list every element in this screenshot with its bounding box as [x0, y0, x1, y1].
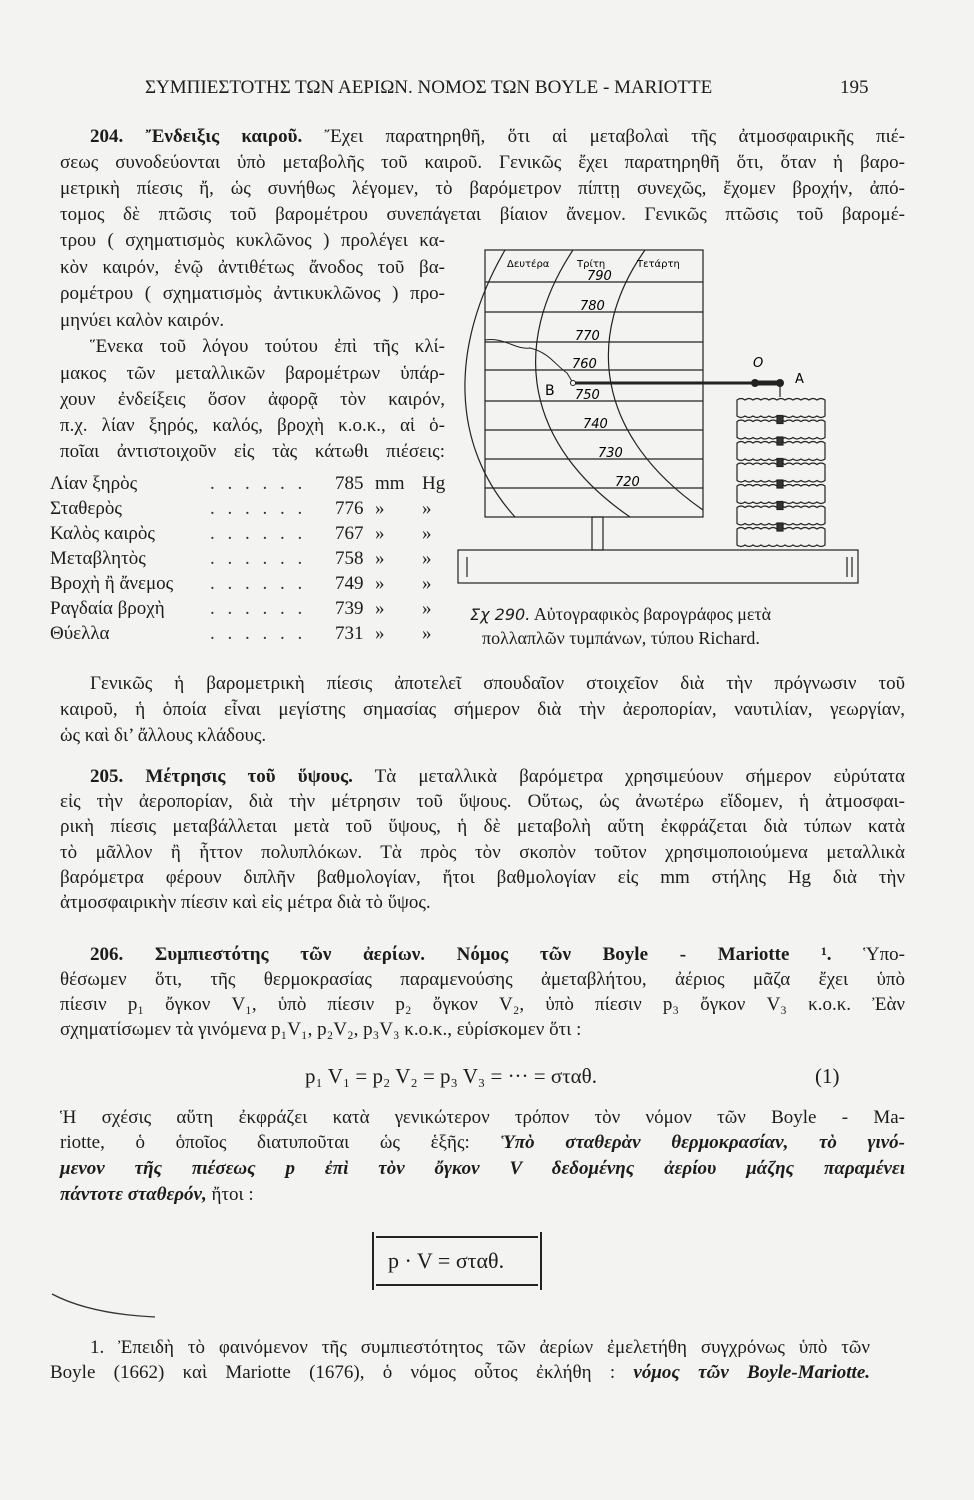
footnote-line: 1. Ἐπειδὴ τὸ φαινόμενον τῆς συμπιεστότητος τῶν ἀερίων ἐμελετήθη συγχρόνως ὑπὸ τῶν: [90, 1337, 870, 1358]
boxed-equation: p · V = σταθ.: [388, 1248, 505, 1273]
body-text: ἤτοι :: [206, 1184, 254, 1205]
label-b: B: [545, 383, 555, 399]
unit: »: [375, 598, 385, 619]
unit: »: [422, 498, 432, 519]
boxed-law: [372, 1232, 542, 1290]
s206-line: [90, 943, 905, 967]
law-line: [60, 1157, 905, 1181]
unit: Hg: [422, 473, 446, 494]
s205-line: ἀτμοσφαιρικὴν πίεσιν καὶ εἰς μέτρα διὰ τὸ ὕψος.: [60, 892, 431, 913]
section-heading: 204. Ἔνδειξις καιροῦ.: [90, 126, 303, 147]
unit: »: [375, 573, 385, 594]
equation-number: (1): [815, 1064, 840, 1088]
s205-line: εἰς τὴν ἀεροπορίαν, διὰ τὴν μέτρησιν τοῦ ὕψους. Οὕτως, ὡς ἀνωτέρω εἴδομεν, ἡ ἀτμοσφαι-: [60, 791, 905, 812]
day-arc: [608, 250, 703, 510]
leader-dots: . . . . . .: [210, 573, 307, 594]
table-row: [50, 547, 450, 571]
s204-line: ρομέτρου ( σχηματισμὸς ἀντικυκλῶνος ) προ-: [60, 283, 445, 304]
barograph-figure: [455, 245, 865, 590]
s204-line: μετρικὴ πίεσις ἤ, ὡς συνήθως λέγομεν, τὸ βαρόμετρον πίπτῃ συνεχῶς, ἔχομεν βροχήν, ἀπό-: [60, 178, 905, 199]
s204-line: μηνύει καλὸν καιρόν.: [60, 310, 225, 331]
pressure-value: 785: [335, 473, 364, 494]
equation-1: p₁ V₁ = p₂ V₂ = p₃ V₃ = ··· = σταθ.: [305, 1064, 597, 1088]
scale-label: 720: [615, 475, 640, 490]
leader-dots: . . . . . .: [210, 473, 307, 494]
pressure-scale: [572, 269, 640, 490]
pressure-value: 749: [335, 573, 364, 594]
label-o: O: [753, 356, 764, 371]
caption-text: πολλαπλῶν τυμπάνων, τύπου Richard.: [482, 628, 760, 648]
scale-label: 750: [575, 388, 600, 403]
footnote-rule: [50, 1292, 160, 1322]
pen-point-b: [571, 381, 576, 386]
leader-dots: . . . . . .: [210, 598, 307, 619]
leader-dots: . . . . . .: [210, 623, 307, 644]
table-row: [50, 497, 450, 521]
s204-line: σεως συνοδεύονται ὑπὸ μεταβολῆς τοῦ καιροῦ. Γενικῶς ἔχει παρατηρηθῆ ὅτι, ὅταν ἡ βαρο-: [60, 152, 905, 173]
unit: »: [375, 623, 385, 644]
general-line: καιροῦ, ἡ ὁποία εἶναι μεγίστης σημασίας σήμερον διὰ τὴν ἀεροπορίαν, ναυτιλίαν, γεωργίαν,: [60, 699, 905, 720]
section-heading: 205. Μέτρησις τοῦ ὕψους.: [90, 766, 353, 787]
unit: mm: [375, 473, 405, 494]
s204-line: π.χ. λίαν ξηρός, καλός, βροχὴ κ.ο.κ., αἱ ὁ-: [60, 415, 445, 436]
pressure-value: 767: [335, 523, 364, 544]
s206-line: σχηματίσωμεν τὰ γινόμενα p₁V₁, p₂V₂, p₃V₃ κ.ο.κ., εὑρίσκομεν ὅτι :: [60, 1019, 582, 1040]
figure-caption: [470, 603, 771, 626]
scale-label: 780: [580, 299, 605, 314]
day-arc: [465, 250, 515, 517]
label-a: A: [795, 372, 804, 387]
s204-line: τρου ( σχηματισμὸς κυκλῶνος ) προλέγει κα-: [60, 230, 445, 251]
weather-label: Σταθερὸς: [50, 498, 122, 519]
pivot-a: [776, 379, 784, 387]
body-text: riotte, ὁ ὁποῖος διατυποῦται ὡς ἑξῆς:: [60, 1132, 501, 1153]
page-number: 195: [840, 77, 869, 98]
pressure-value: 731: [335, 623, 364, 644]
section-heading: 206. Συμπιεστότης τῶν ἀερίων. Νόμος τῶν Boyle - Mariotte ¹.: [90, 944, 832, 965]
pressure-value: 739: [335, 598, 364, 619]
s205-line: βαρόμετρα φέρουν διπλῆν βαθμολογίαν, ἤτοι βαθμολογίαν εἰς mm στήλης Hg διὰ τὴν: [60, 867, 905, 888]
body-text: Τὰ μεταλλικὰ βαρόμετρα χρησιμεύουν σήμερον εὐρύτατα: [352, 766, 905, 787]
leader-dots: . . . . . .: [210, 523, 307, 544]
running-header: ΣΥΜΠΙΕΣΤΟΤΗΣ ΤΩΝ ΑΕΡΙΩΝ. ΝΟΜΟΣ ΤΩΝ BOYLE - MARIOTTE: [145, 77, 713, 98]
s204-line: [90, 125, 905, 149]
weather-label: Λίαν ξηρὸς: [50, 473, 138, 494]
table-row: [50, 572, 450, 596]
body-text: Ἔχει παρατηρηθῆ, ὅτι αἱ μεταβολαὶ τῆς ἀτμοσφαιρικῆς πιέ-: [302, 126, 906, 147]
leader-dots: . . . . . .: [210, 548, 307, 569]
day-label: Τετάρτη: [637, 259, 680, 270]
law-line: Ἡ σχέσις αὕτη ἐκφράζει κατὰ γενικώτερον τρόπον τὸν νόμον τῶν Boyle - Ma-: [60, 1107, 905, 1128]
pivot-o: [751, 379, 759, 387]
s204-line: Ἕνεκα τοῦ λόγου τούτου ἐπὶ τῆς κλί-: [90, 336, 445, 357]
emphasized-text: Ὑπὸ σταθερὰν θερμοκρασίαν, τὸ γινό-: [500, 1132, 906, 1153]
s204-line: ποῖαι ἀντιστοιχοῦν εἰς τὰς κάτωθι πιέσεις:: [60, 441, 445, 462]
footnote-line: [50, 1361, 870, 1385]
emphasized-text: νόμος τῶν Boyle-Mariotte.: [633, 1362, 871, 1383]
scale-label: 740: [583, 417, 608, 432]
unit: »: [422, 598, 432, 619]
unit: »: [375, 523, 385, 544]
s204-line: μακος τῶν μεταλλικῶν βαρομέτρων ὑπάρ-: [60, 363, 445, 384]
table-row: [50, 622, 450, 646]
s205-line: [90, 765, 905, 789]
unit: »: [375, 498, 385, 519]
figure-number: Σχ 290.: [470, 605, 531, 624]
s206-line: θέσωμεν ὅτι, τῆς θερμοκρασίας παραμενούσης ἀμεταβλήτου, ἀέριος μᾶζα ἔχει ὑπὸ: [60, 969, 905, 990]
unit: »: [375, 548, 385, 569]
s205-line: τὸ μᾶλλον ἢ ἧττον πολυπλόκων. Τὰ πρὸς τὸν σκοπὸν τοῦτον χρησιμοποιούμενα μεταλλικὰ: [60, 842, 905, 863]
aneroid-capsule-stack: [737, 399, 825, 547]
weather-label: Θύελλα: [50, 623, 110, 644]
scale-label: 760: [572, 357, 597, 372]
unit: »: [422, 573, 432, 594]
capsule: [737, 399, 825, 418]
unit: »: [422, 523, 432, 544]
weather-label: Καλὸς καιρὸς: [50, 523, 155, 544]
body-text: Boyle (1662) καὶ Mariotte (1676), ὁ νόμος οὗτος ἐκλήθη :: [50, 1362, 634, 1383]
base-plank: [458, 550, 858, 583]
caption-text: Αὐτογραφικὸς βαρογράφος μετὰ: [533, 604, 772, 624]
leader-dots: . . . . . .: [210, 498, 307, 519]
general-line: ὡς καὶ δι’ ἄλλους κλάδους.: [60, 725, 267, 746]
table-row: [50, 472, 450, 496]
day-label: Τρίτη: [577, 259, 606, 270]
day-label: Δευτέρα: [507, 259, 550, 270]
law-line: [60, 1183, 254, 1207]
unit: »: [422, 623, 432, 644]
general-line: Γενικῶς ἡ βαρομετρικὴ πίεσις ἀποτελεῖ σπουδαῖον στοιχεῖον διὰ τὴν πρόγνωσιν τοῦ: [90, 673, 905, 694]
emphasized-text: πάντοτε σταθερόν,: [60, 1184, 207, 1205]
weather-label: Βροχὴ ἢ ἄνεμος: [50, 573, 174, 594]
s204-line: χουν ἐνδείξεις ὅσον ἀφορᾷ τὸν καιρόν,: [60, 389, 446, 410]
table-row: [50, 597, 450, 621]
s204-line: τομος δὲ πτῶσις τοῦ βαρομέτρου συνεπάγεται βίαιον ἄνεμον. Γενικῶς πτῶσις τοῦ βαρομέ-: [60, 204, 905, 225]
pressure-value: 776: [335, 498, 364, 519]
s204-line: κὸν καιρόν, ἐνῷ ἀντιθέτως ἄνοδος τοῦ βα-: [60, 257, 445, 278]
pressure-trace: [485, 340, 573, 383]
weather-label: Ραγδαία βροχὴ: [50, 598, 165, 619]
law-line: [60, 1131, 905, 1155]
s205-line: ρικὴ πίεσις μεταβάλλεται μετὰ τοῦ ὕψους, ἡ δὲ μεταβολὴ αὕτη ἐκφράζεται διὰ τύπων κατὰ: [60, 816, 905, 837]
body-text: Ὑπο-: [831, 944, 905, 965]
drum-post: [592, 517, 603, 550]
scale-label: 770: [575, 329, 600, 344]
s206-line: πίεσιν p₁ ὄγκον V₁, ὑπὸ πίεσιν p₂ ὄγκον V₂, ὑπὸ πίεσιν p₃ ὄγκον V₃ κ.ο.κ. Ἐὰν: [60, 994, 905, 1015]
scale-label: 730: [598, 446, 623, 461]
weather-label: Μεταβλητὸς: [50, 548, 146, 569]
table-row: [50, 522, 450, 546]
emphasized-text: μενον τῆς πιέσεως p ἐπὶ τὸν ὄγκον V δεδομένης ἀερίου μάζης παραμένει: [60, 1158, 905, 1179]
unit: »: [422, 548, 432, 569]
pressure-value: 758: [335, 548, 364, 569]
scale-label: 790: [587, 269, 612, 284]
